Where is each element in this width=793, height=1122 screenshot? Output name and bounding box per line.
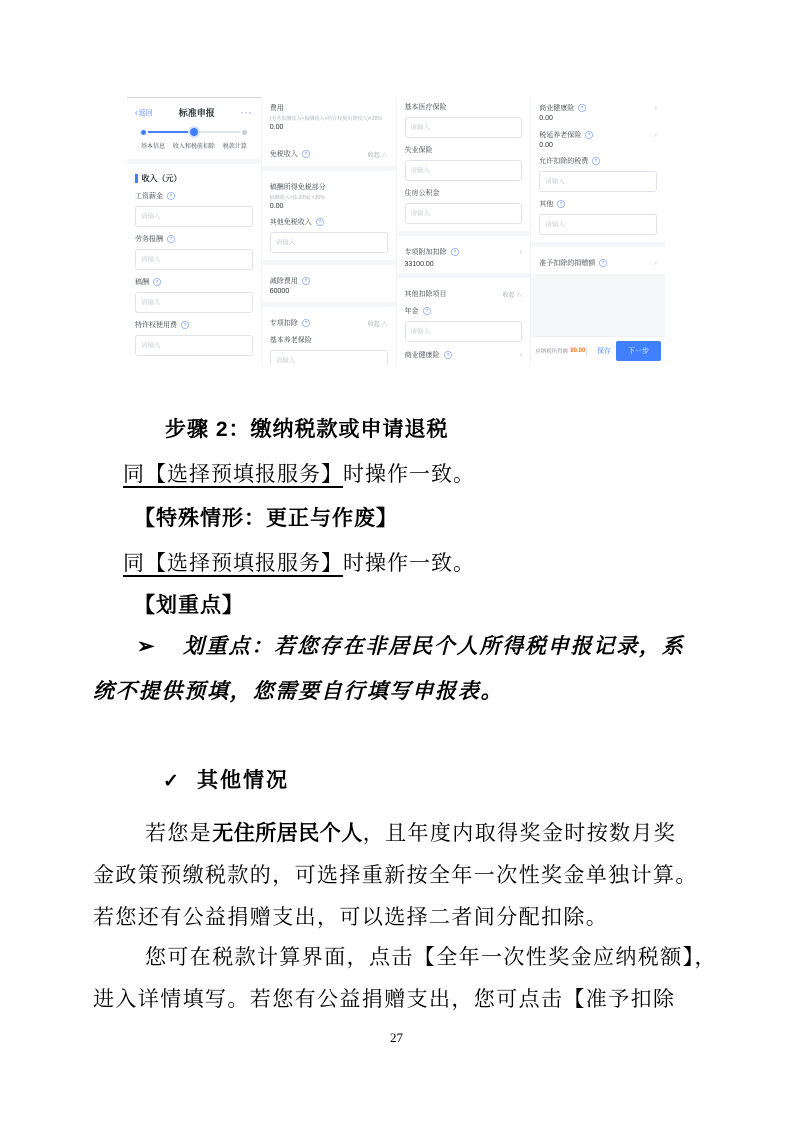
basic-pension-label: 基本养老保险 — [269, 337, 312, 344]
deduction-fee-value: 60000 — [269, 288, 290, 295]
additional-deduction-label: 专项附加扣除 — [404, 249, 447, 256]
help-icon[interactable]: ? — [444, 351, 452, 359]
section-divider — [262, 302, 396, 307]
commercial-health-value: 0.00 — [539, 115, 553, 122]
deferred-pension-label: 税延养老保险 — [539, 132, 582, 139]
basic-pension-input[interactable]: 请输入 — [270, 350, 388, 365]
step-label-income-deduction: 收入和税前扣除 — [172, 144, 215, 150]
prefill-service-link: 同【选择预填报服务】 — [123, 551, 343, 575]
help-icon[interactable]: ? — [592, 157, 600, 165]
wage-salary-label: 工资薪金 — [135, 193, 163, 200]
other-cases-label: 其他情况 — [197, 769, 289, 792]
basic-medical-input[interactable]: 请输入 — [405, 117, 523, 138]
app-column-1 — [127, 97, 261, 365]
field-basic-medical — [405, 102, 523, 138]
collapse-toggle[interactable] — [503, 290, 523, 299]
same-operation-line-1 — [123, 458, 475, 488]
app-title: 标准申报 — [178, 108, 215, 118]
highlight-heading: 【划重点】 — [134, 594, 244, 617]
collapse-toggle[interactable] — [368, 319, 388, 328]
stepper — [135, 125, 253, 154]
highlight-text-1: 划重点：若您存在非居民个人所得税申报记录，系 — [183, 634, 685, 658]
help-icon[interactable]: ? — [302, 319, 310, 327]
paragraph-line: 进入详情填写。若您有公益捐赠支出，您可点击【准予扣除 — [93, 987, 676, 1011]
stepper-labels — [141, 141, 247, 150]
field-deductible-taxes — [539, 156, 657, 192]
housing-fund-label: 住房公积金 — [404, 190, 440, 197]
stepper-dots — [141, 127, 247, 137]
labor-remuneration-input[interactable]: 请输入 — [135, 249, 253, 270]
p1-bold-term: 无住所居民个人 — [212, 822, 363, 845]
help-icon[interactable]: ? — [167, 235, 175, 243]
chevron-right-icon: › — [654, 258, 657, 267]
step-dot-active — [190, 128, 198, 136]
royalties-input[interactable]: 请输入 — [135, 335, 253, 356]
divider — [586, 346, 587, 356]
annuity-label: 年金 — [404, 308, 419, 315]
field-royalties — [135, 320, 253, 356]
other-deduction-row — [405, 289, 523, 299]
other-label: 其他 — [539, 201, 554, 208]
arrow-bullet-icon: ➢ — [137, 634, 157, 658]
royalties-label: 特许权使用费 — [135, 322, 177, 329]
special-deduction-label: 专项扣除 — [269, 320, 298, 327]
chevron-right-icon: › — [654, 103, 657, 112]
commercial-health-row[interactable] — [405, 350, 523, 360]
additional-deduction-row[interactable] — [405, 247, 523, 257]
help-icon[interactable]: ? — [585, 131, 593, 139]
save-button[interactable]: 保存 — [597, 348, 611, 355]
special-case-heading: 【特殊情形：更正与作废】 — [134, 507, 398, 530]
chevron-right-icon: › — [519, 350, 523, 359]
labor-remuneration-label: 劳务报酬 — [135, 236, 163, 243]
income-section-title — [135, 173, 253, 184]
app-screenshot — [127, 97, 665, 365]
commercial-health-block[interactable] — [539, 103, 657, 122]
field-labor-remuneration — [135, 234, 253, 270]
housing-fund-input[interactable]: 请输入 — [405, 203, 523, 224]
accent-bar — [135, 174, 138, 183]
taxfree-income-label: 免税收入 — [269, 151, 298, 158]
special-deduction-row — [270, 318, 388, 328]
other-cases-heading — [163, 764, 289, 794]
unemployment-input[interactable]: 请输入 — [405, 160, 523, 181]
help-icon[interactable]: ? — [302, 277, 310, 285]
more-icon[interactable]: ··· — [240, 107, 253, 118]
collapse-label: 收起 — [502, 292, 515, 299]
step-line-todo — [200, 131, 240, 133]
field-annuity — [405, 306, 523, 342]
caret-up-icon: ∧ — [381, 152, 388, 159]
deduction-fee-label: 减除费用 — [269, 278, 298, 285]
collapse-label: 收起 — [367, 152, 380, 159]
page-number: 27 — [390, 1030, 403, 1045]
paragraph-tax-calc — [93, 936, 717, 1020]
deduction-fee-block — [270, 276, 388, 295]
commercial-health-label: 商业健康险 — [539, 105, 575, 112]
other-taxfree-label: 其他免税收入 — [269, 219, 312, 226]
highlight-paragraph-line-1 — [137, 630, 685, 660]
back-button[interactable] — [135, 108, 153, 118]
author-remuneration-input[interactable]: 请输入 — [135, 292, 253, 313]
deductible-taxes-input[interactable]: 请输入 — [539, 171, 657, 192]
deferred-pension-block[interactable] — [539, 130, 657, 149]
commercial-health-label: 商业健康险 — [404, 352, 440, 359]
collapse-label: 收起 — [367, 321, 380, 328]
p1-prefix: 若您是 — [145, 821, 213, 845]
caret-up-icon: ∧ — [516, 292, 523, 299]
donation-deduction-row[interactable] — [539, 258, 657, 268]
author-taxfree-label: 稿酬所得免税部分 — [269, 184, 326, 191]
author-taxfree-value: 0.00 — [269, 203, 284, 210]
field-other — [539, 199, 657, 235]
help-icon[interactable]: ? — [153, 278, 161, 286]
gray-filler — [531, 274, 665, 336]
field-wage-salary — [135, 191, 253, 227]
fee-formula: (劳务报酬收入+稿酬收入+特许权使用费收入)×20% — [269, 116, 382, 122]
author-taxfree-block — [270, 182, 388, 210]
field-housing-fund — [405, 188, 523, 224]
help-icon[interactable]: ? — [451, 248, 459, 256]
step2-heading: 步骤 2：缴纳税款或申请退税 — [165, 418, 449, 441]
same-operation-rest: 时操作一致。 — [343, 462, 475, 486]
author-remuneration-label: 稿酬 — [135, 279, 149, 286]
p1-rest: ，且年度内取得奖金时按数月奖 — [362, 821, 677, 845]
help-icon[interactable]: ? — [557, 200, 565, 208]
chevron-right-icon: › — [654, 130, 657, 139]
paragraph-line: 金政策预缴税款的，可选择重新按全年一次性奖金单独计算。 — [93, 863, 698, 887]
chevron-left-icon: ‹ — [135, 107, 138, 117]
section-divider — [531, 242, 665, 247]
app-column-2 — [261, 97, 396, 365]
field-basic-pension — [270, 335, 388, 365]
section-divider — [397, 273, 531, 278]
field-other-taxfree-income — [270, 217, 388, 253]
collapse-toggle[interactable] — [368, 150, 388, 159]
paragraph-line: 您可在税款计算界面，点击【全年一次性奖金应纳税额】， — [145, 945, 717, 969]
help-icon[interactable]: ? — [167, 192, 175, 200]
app-column-4 — [530, 97, 665, 365]
app-footer-bar — [531, 336, 665, 365]
step-label-tax-calc: 税款计算 — [222, 144, 247, 150]
help-icon[interactable]: ? — [578, 104, 586, 112]
step-dot-todo — [242, 130, 247, 135]
section-divider — [262, 166, 396, 171]
deferred-pension-value: 0.00 — [539, 142, 553, 149]
chevron-right-icon: › — [519, 247, 523, 256]
taxfree-income-row — [270, 149, 388, 159]
help-icon[interactable]: ? — [423, 307, 431, 315]
step-line-done — [148, 131, 188, 133]
fee-block — [270, 103, 388, 131]
app-column-3 — [396, 97, 531, 365]
help-icon[interactable]: ? — [181, 321, 189, 329]
help-icon[interactable]: ? — [316, 218, 324, 226]
taxable-amount-label: 应纳税所得额 — [535, 349, 569, 355]
fee-label: 费用 — [269, 105, 284, 112]
other-taxfree-input[interactable]: 请输入 — [270, 232, 388, 253]
same-operation-line-2 — [123, 547, 475, 577]
step-dot-done — [141, 130, 146, 135]
additional-deduction-value: 33100.00 — [404, 261, 434, 268]
help-icon[interactable]: ? — [599, 259, 607, 267]
other-input[interactable]: 请输入 — [539, 214, 657, 235]
taxable-amount-value: ¥0.00 — [570, 348, 586, 354]
income-section-label: 收入（元） — [141, 174, 182, 183]
annuity-input[interactable]: 请输入 — [405, 321, 523, 342]
donation-deduction-label: 准予扣除的捐赠额 — [539, 260, 596, 267]
author-taxfree-formula: 稿酬收入×(1-20%) ×30% — [269, 195, 325, 201]
check-bullet-icon: ✓ — [163, 771, 181, 792]
section-divider — [397, 231, 531, 236]
field-unemployment — [405, 145, 523, 181]
back-label: 返回 — [138, 109, 153, 117]
next-step-button[interactable]: 下一步 — [616, 341, 661, 361]
other-deduction-label: 其他扣除项目 — [404, 291, 447, 298]
section-divider — [127, 159, 261, 164]
section-divider — [262, 260, 396, 265]
wage-salary-input[interactable]: 请输入 — [135, 206, 253, 227]
paragraph-line — [93, 812, 698, 854]
unemployment-label: 失业保险 — [404, 147, 433, 154]
highlight-paragraph-line-2: 统不提供预填，您需要自行填写申报表。 — [93, 679, 504, 703]
fee-value: 0.00 — [269, 124, 284, 131]
same-operation-rest: 时操作一致。 — [343, 551, 475, 575]
help-icon[interactable]: ? — [302, 150, 310, 158]
paragraph-bonus — [93, 812, 698, 938]
deductible-taxes-label: 允许扣除的税费 — [539, 158, 589, 165]
paragraph-line: 若您还有公益捐赠支出，可以选择二者间分配扣除。 — [93, 905, 609, 929]
basic-medical-label: 基本医疗保险 — [404, 104, 447, 111]
prefill-service-link: 同【选择预填报服务】 — [123, 462, 343, 486]
app-header — [135, 102, 253, 125]
step-label-basic-info: 基本信息 — [141, 144, 166, 150]
field-author-remuneration — [135, 277, 253, 313]
caret-up-icon: ∧ — [381, 321, 388, 328]
